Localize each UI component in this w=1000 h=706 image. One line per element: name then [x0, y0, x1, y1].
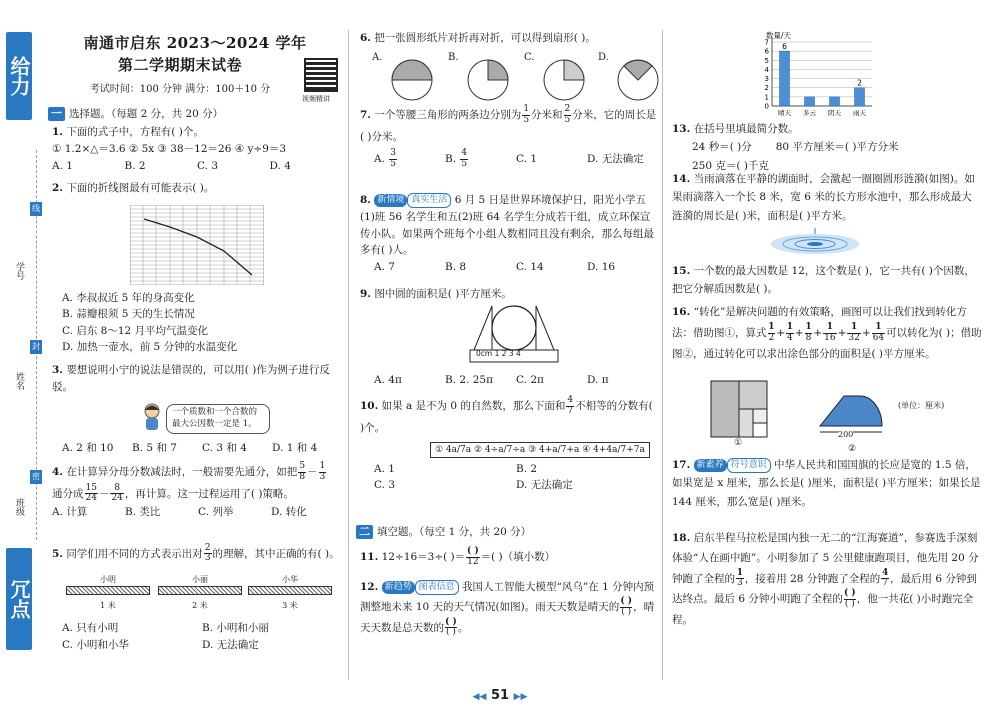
option[interactable]: C. 3 和 4 — [202, 442, 247, 454]
exam-info: 考试时间：100 分钟 满分：100＋10 分 — [89, 84, 271, 95]
question-5-options — [62, 620, 342, 654]
mark-seal: 封 — [30, 340, 42, 354]
chart-y-tick: 2 — [764, 84, 769, 93]
chart-title: 数量/天 — [766, 31, 792, 40]
qr-code[interactable] — [304, 58, 338, 92]
figure-1-label: ① — [734, 438, 743, 448]
option[interactable]: D. — [598, 52, 609, 63]
chart-data-label: 6 — [782, 42, 787, 52]
option[interactable]: A. $\frac{3}{5}$ — [374, 148, 396, 169]
option[interactable]: C. 3 — [197, 159, 219, 172]
blank[interactable]: 80 平方厘米＝( )平方分米 — [775, 141, 899, 154]
option[interactable]: C. 1 — [516, 153, 538, 166]
option[interactable]: A. 1 — [52, 159, 73, 172]
speech-bubble: 一个质数和一个合数的最大公因数一定是 1。 — [166, 404, 270, 434]
dimension-label: 200 — [838, 430, 854, 439]
qr-caption: 视频精讲 — [302, 95, 330, 103]
chart-x-tick: 多云 — [803, 109, 816, 117]
question-9-options — [374, 372, 658, 389]
option[interactable]: A. 2 和 10 — [62, 442, 114, 454]
exam-subtitle: 第二学期期末试卷 — [117, 56, 242, 74]
q10-box: ① 4a/7a ② 4÷a/7÷a ③ 4+a/7+a ④ 4+4a/7+7a — [430, 442, 650, 458]
option[interactable]: B. 2 — [124, 159, 146, 172]
ruler-label: 0cm 1 2 3 4 — [476, 349, 521, 358]
option[interactable]: D. 4 — [269, 159, 291, 172]
option[interactable]: C. — [524, 52, 535, 63]
question-15: 15. 一个数的最大因数是 12，这个数是( )，它一共有( )个因数，把它分解质因数是( )。 — [672, 265, 975, 296]
question-6: 6. 把一张圆形纸片对折再对折，可以得到扇形( )。 — [360, 32, 596, 44]
question-11: 11. 12÷16＝3÷( )＝ $\frac{( )}{12}$ ＝( )（填小数） — [360, 546, 556, 567]
ripple-figure — [770, 226, 860, 256]
section-badge: 一 — [48, 107, 65, 121]
chart-y-tick: 3 — [764, 75, 769, 84]
question-3: 3. 要想说明小宁的说法是错误的，可以用( )作为例子进行反驳。 — [52, 364, 330, 393]
question-17: 17. 新素养 符号意识 中华人民共和国国旗的长应是宽的 1.5 倍，如果宽是 x 厘米，那么长是( )厘米，面积是( )平方厘米；如果长是 144 厘米，那么宽是( )厘米。 — [672, 459, 981, 508]
chart-y-tick: 7 — [764, 38, 769, 47]
question-13: 13. 在括号里填最简分数。 24 秒＝( )分 80 平方厘米＝( )平方分米 250 克＝( )千克 — [672, 120, 982, 175]
blank[interactable]: 250 克＝( )千克 — [692, 159, 769, 172]
option[interactable]: A. 4π — [374, 374, 402, 386]
chart-bars — [780, 42, 865, 106]
option[interactable]: A. — [372, 52, 383, 63]
field-student-number: 学号 — [14, 262, 24, 280]
section-2-header: 二 填空题。（每空 1 分，共 20 分） — [356, 524, 531, 539]
option[interactable]: A. 李叔叔近 5 年的身高变化 — [62, 292, 195, 304]
option[interactable]: B. 蒜瓣根须 5 天的生长情况 — [62, 308, 195, 321]
option[interactable]: A. 7 — [374, 261, 395, 274]
mark-line: 线 — [30, 202, 42, 216]
question-10: 10. 如果 a 是不为 0 的自然数，那么下面和 $\frac{4}{7}$ 不相等的分数有( )个。 ① 4a/7a ② 4÷a/7÷a ③ 4+a/7+a ④ 4+4a/7+7a A. 1 B. 2 C. 3 D. 无法确定 — [360, 396, 658, 494]
chart-y-tick: 6 — [764, 47, 769, 56]
section-title: 选择题。（每题 2 分，共 20 分） — [69, 108, 224, 120]
option[interactable]: B. 2 — [516, 462, 538, 475]
option[interactable]: D. 16 — [587, 261, 616, 274]
question-12: 12. 新趋势 图表信息 我国人工智能大模型“风乌”在 1 分钟内预测整地未来 10 天的天气情况(如图)。雨天天数是晴天的 $\frac{( )}{( )}$ ，晴天天数是总天数的 $\frac{( )}{( )}$ 。 — [360, 581, 655, 638]
option[interactable]: D. 无法确定 — [587, 153, 644, 166]
question-3-options — [62, 440, 342, 457]
q6-figures — [372, 52, 662, 98]
question-8: 8. 新情境 真实生活 6 月 5 日是世界环境保护日，阳光小学五(1)班 56 名学生和五(2)班 64 名学生分成若干组，成立环保宣传小队。如果两个班每个小组人数相同且没有剩余，那么每组最多有( )人。 A. 7 B. 8 C. 14 D. 16 — [360, 192, 658, 276]
q1-items: ① 1.2×△＝3.6 ② 5x ③ 38－12＝26 ④ y÷9＝3 — [52, 142, 287, 155]
option[interactable]: C. 列举 — [198, 506, 234, 519]
chart-bar — [855, 88, 865, 106]
chart-x-tick: 阴天 — [828, 109, 841, 117]
question-14: 14. 当雨滴落在平静的湖面时，会激起一圈圈圆形涟漪(如图)。如果雨滴落入一个长 8 米，宽 6 米的长方形水池中，那么形成最大涟漪的周长是( )米，面积是( )平方米。 — [672, 173, 975, 222]
question-2: 2. 下面的折线图最有可能表示( )。 — [52, 182, 215, 194]
mark-secret: 密 — [30, 470, 42, 484]
option[interactable]: A. 只有小明 — [62, 622, 119, 634]
option[interactable]: D. 加热一壶水，前 5 分钟的水温变化 — [62, 340, 238, 353]
blank[interactable]: 24 秒＝( )分 — [692, 141, 752, 154]
line-graph — [130, 205, 264, 285]
option[interactable]: A. 计算 — [52, 506, 88, 519]
weather-bar-chart — [756, 30, 876, 118]
chart-x-tick: 雨天 — [853, 109, 866, 117]
option[interactable]: C. 小明和小华 — [62, 638, 129, 651]
child-icon — [140, 402, 164, 432]
exam-title: 南通市启东 2023～2024 学年 — [83, 34, 307, 52]
option[interactable]: B. 小明和小丽 — [202, 622, 269, 634]
chart-x-tick: 晴天 — [778, 109, 791, 117]
chart-y-tick: 0 — [764, 102, 769, 111]
chart-y-tick: 5 — [764, 56, 769, 65]
column-divider — [662, 30, 663, 680]
sidebar-top-label: 给力 — [6, 32, 32, 120]
option[interactable]: B. 类比 — [125, 506, 161, 519]
option[interactable]: C. 启东 8～12 月平均气温变化 — [62, 324, 209, 337]
option[interactable]: B. 8 — [445, 261, 467, 274]
chart-y-tick: 4 — [764, 65, 769, 74]
option[interactable]: A. 1 — [374, 462, 395, 475]
option[interactable]: B. 2. 25π — [445, 374, 494, 386]
option[interactable]: B. 5 和 7 — [132, 442, 177, 454]
question-1: 1. 下面的式子中，方程有( )个。 ① 1.2×△＝3.6 ② 5x ③ 38－12＝26 ④ y÷9＝3 A. 1 B. 2 C. 3 D. 4 — [52, 124, 342, 174]
option[interactable]: D. 无法确定 — [516, 479, 573, 492]
chart-bar — [830, 97, 840, 106]
option[interactable]: C. 14 — [516, 261, 544, 274]
option[interactable]: C. 2π — [516, 374, 544, 386]
column-divider — [348, 30, 349, 680]
chart-data-label: 2 — [857, 78, 862, 88]
question-4: 4. 在计算异分母分数减法时，一般需要先通分，如把 $\frac{5}{8}$ － $\frac{1}{3}$ 通分成 $\frac{15}{24}$ － $\frac{8}{24}$ ，再计算。这一过程运用了( )策略。 A. 计算 B. 类比 C. 列举 D. 转化 — [52, 462, 344, 521]
question-5: 5. 同学们用不同的方式表示出对 $\frac{2}{3}$ 的理解，其中正确的有( )。 — [52, 543, 340, 564]
fig1-squares — [710, 380, 770, 438]
field-name: 姓名 — [14, 372, 24, 390]
chart-bar — [780, 51, 790, 106]
question-7: 7. 一个等腰三角形的两条边分别为 $\frac{1}{5}$ 分米和 $\frac{2}{5}$ 分米，它的周长是( )分米。 A. $\frac{3}{5}$ B. $\frac{4}{5}$ C. 1 D. 无法确定 — [360, 104, 657, 169]
option[interactable]: D. 转化 — [271, 506, 307, 519]
question-18: 18. 启东半程马拉松是国内独一无二的“江海赛道”，参赛选手深刻体验“人在画中跑”。小明参加了 5 公里健康跑项目，他先用 20 分钟跑了全程的 $\frac{1}{3}$ ，接着用 28 分钟跑了全程的 $\frac{4}{7}$ ，最后用 6 分钟到达终点。最后 6 分钟小明跑了全程的 $\frac{( )}{( )}$ ，他一共花( )小时跑完全程。 — [672, 532, 979, 626]
chart-y-tick: 1 — [764, 93, 769, 102]
option[interactable]: C. 3 — [374, 479, 396, 492]
field-class: 班级 — [14, 498, 24, 516]
dimension-label: 60 — [818, 396, 829, 405]
question-16: 16. “转化”是解决问题的有效策略，画图可以让我们找到转化方法：借助图①，算式 $\frac{1}{2}$ + $\frac{1}{4}$ + $\frac{1}{8}$ + $\frac{1}{16}$ + $\frac{1}{32}$ + $\frac{1}{64}$ 可以转化为( )；借助图②，通过转化可以求出涂色部分的面积是( )平方厘米。 — [672, 306, 982, 360]
question-9: 9. 图中圆的面积是( )平方厘米。 — [360, 288, 512, 300]
option[interactable]: B. $\frac{4}{5}$ — [445, 148, 468, 169]
sidebar-bottom-label: 冗点 — [6, 548, 32, 650]
chart-bar — [805, 97, 815, 106]
section-1-header — [48, 106, 223, 121]
option[interactable]: D. 无法确定 — [202, 638, 259, 651]
option[interactable]: D. π — [587, 374, 609, 386]
unit-label: (单位：厘米) — [898, 401, 945, 410]
question-2-options — [62, 290, 342, 355]
option[interactable]: B. — [448, 52, 459, 63]
q5-bars: 小明 小丽 小华 1 米 2 米 3 米 — [66, 574, 336, 616]
figure-2-label: ② — [848, 444, 857, 454]
page-number: ◀◀ 51 ▶▶ — [472, 688, 528, 703]
option[interactable]: D. 1 和 4 — [272, 442, 318, 454]
